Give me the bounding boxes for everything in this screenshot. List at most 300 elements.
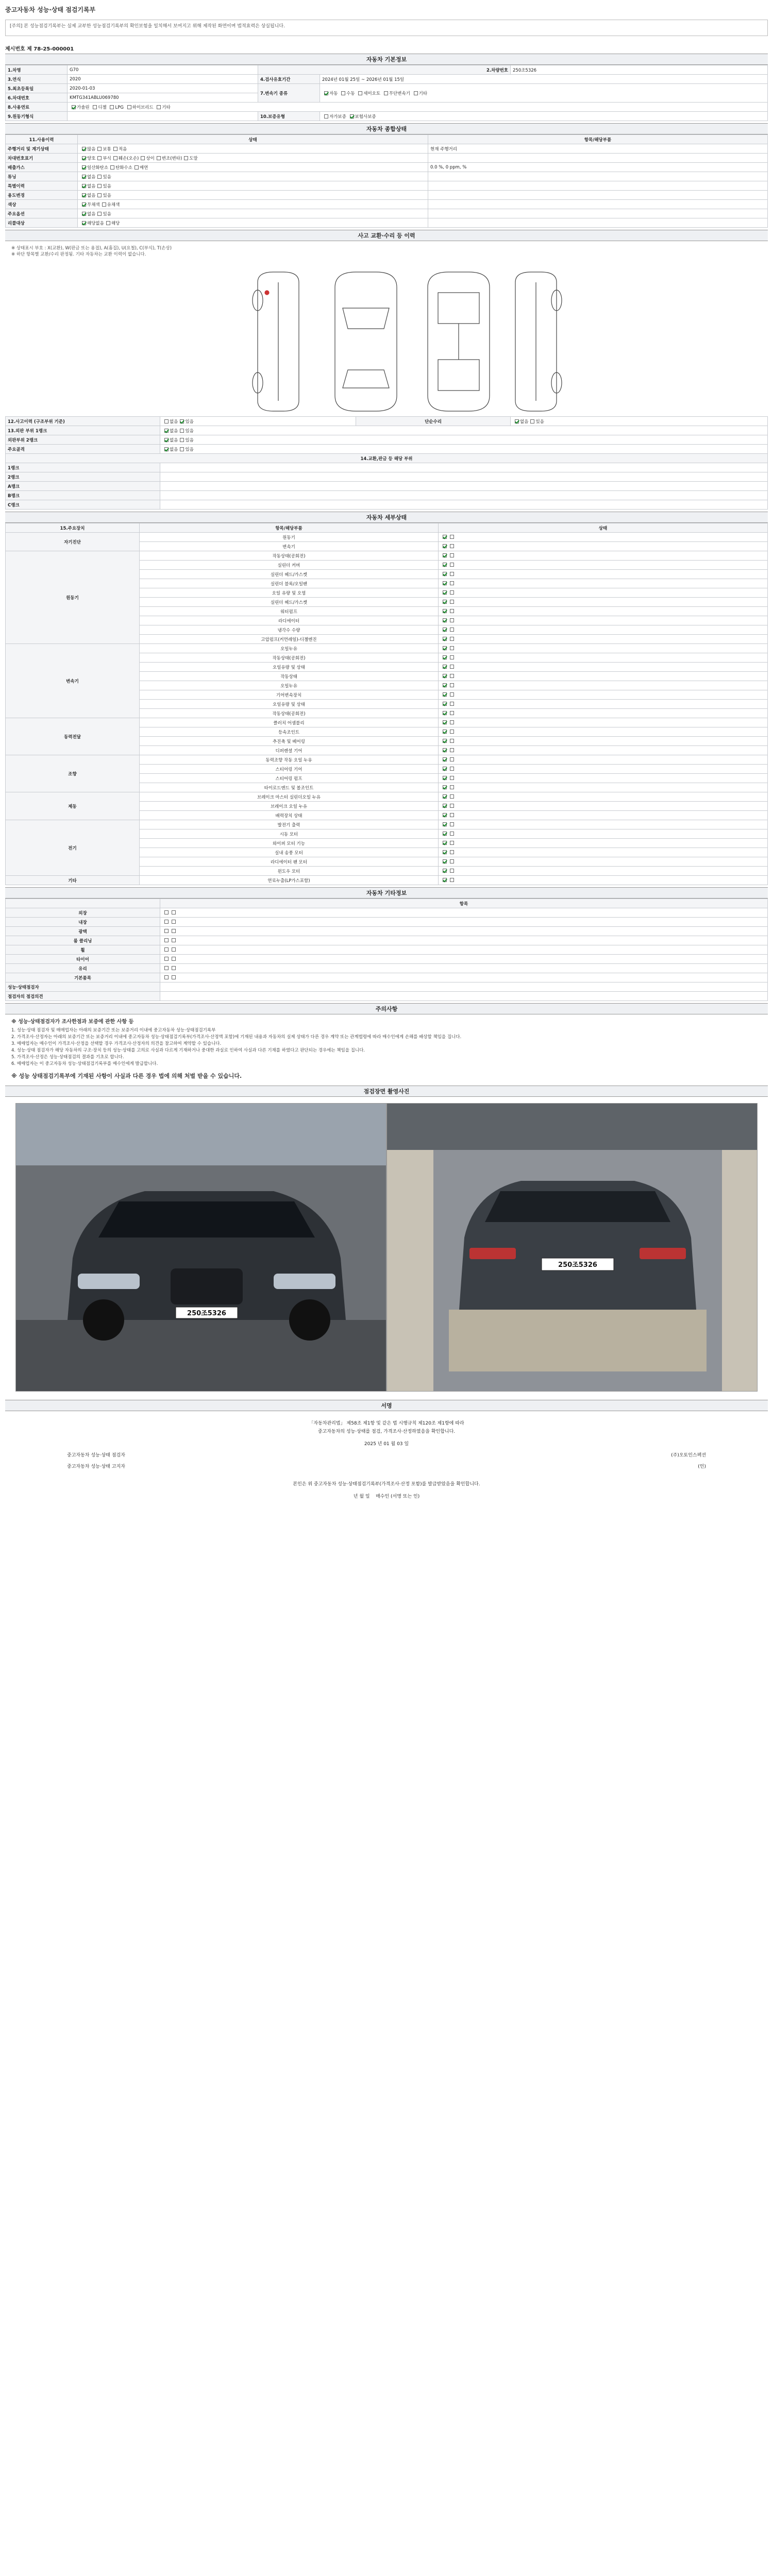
detail-item: 배력장치 상태 — [140, 811, 439, 820]
checkbox-icon — [450, 572, 454, 576]
others-row — [6, 955, 768, 964]
checkbox-icon — [164, 429, 169, 433]
others-status — [160, 927, 768, 936]
detail-status — [439, 774, 768, 783]
option-label: 양호 — [87, 156, 96, 161]
section-title-basic: 자동차 기본정보 — [5, 54, 768, 65]
checkbox-icon — [450, 711, 454, 715]
month-label: 월 — [359, 1494, 364, 1499]
checkbox-icon — [82, 165, 86, 170]
detail-status — [439, 588, 768, 598]
checkbox-icon — [358, 91, 362, 95]
checkbox-icon — [450, 655, 454, 659]
label-vin: 6.차대번호 — [6, 93, 68, 103]
option-label: 탄화수소 — [115, 165, 132, 171]
parts-rank: B랭크 — [6, 491, 160, 500]
checkbox-icon — [414, 91, 418, 95]
detail-item: 윈도우 모터 — [140, 867, 439, 876]
accident-options — [160, 435, 768, 445]
detail-status — [439, 635, 768, 644]
legend-line: ※ 하단 항목별 교환/수리 판정됨. 기타 자동차는 교환 이력이 없습니다. — [11, 252, 146, 257]
checkbox-icon — [443, 665, 447, 669]
detail-group: 제동 — [6, 792, 140, 820]
option-label: 있음 — [185, 428, 194, 434]
checkbox-icon — [172, 920, 176, 924]
detail-status — [439, 579, 768, 588]
detail-row — [6, 644, 768, 653]
label-plate: 2.차량번호 — [258, 65, 511, 75]
day-label: 일 — [365, 1494, 370, 1499]
car-rear-photo-image — [387, 1104, 758, 1392]
checkbox-icon — [172, 947, 176, 952]
front-photo — [15, 1103, 386, 1392]
general-options — [78, 209, 428, 218]
checkbox-icon — [82, 202, 86, 207]
option-label: 상이 — [146, 156, 155, 161]
checker-label: 중고자동차 성능·상태 점검자 — [67, 1453, 125, 1458]
caution-line: 4. 성능·상태 점검자가 해당 자동차의 구조·장치 등의 성능·상태를 고의로 사실과 다르게 기재하거나 중대한 과실로 인하여 사실과 다른 기재를 하였다고 판단되는 경우에는 책임을 집니다. — [11, 1048, 365, 1053]
checkbox-icon — [180, 429, 184, 433]
page-title: 중고자동차 성능·상태 점검기록부 — [5, 6, 96, 13]
checkbox-icon — [172, 957, 176, 961]
checkbox-icon — [97, 175, 102, 179]
option-label: 없음 — [87, 174, 96, 180]
basic-info-table — [5, 65, 768, 121]
detail-group: 기타 — [6, 876, 140, 885]
others-label: 유리 — [6, 964, 160, 973]
others-label: 광택 — [6, 927, 160, 936]
checkbox-icon — [443, 794, 447, 799]
detail-row — [6, 820, 768, 829]
checkbox-icon — [110, 165, 114, 170]
checkbox-icon — [172, 929, 176, 933]
general-row — [6, 144, 768, 154]
accident-legend — [5, 241, 768, 262]
checkbox-icon — [164, 910, 169, 914]
checkbox-icon — [443, 590, 447, 595]
checkbox-icon — [384, 91, 388, 95]
detail-status — [439, 727, 768, 737]
basic-row — [6, 84, 768, 93]
general-label: 리콜대상 — [6, 218, 78, 228]
label-fuel: 8.사용연료 — [6, 103, 68, 112]
buyer-label: 매수인 — [376, 1494, 390, 1499]
checkbox-icon — [450, 590, 454, 595]
caution-line: 3. 매매업자는 매수인이 가격조사·산정을 선택할 경우 가격조사·산정자의 의견을 참고하여 계약할 수 있습니다. — [11, 1041, 222, 1046]
accident-options — [160, 445, 768, 454]
checkbox-icon — [443, 850, 447, 854]
caution-footer: ※ 성능 상태점검기록부에 기재된 사항이 사실과 다른 경우 법에 의해 처벌 받을 수 있습니다. — [11, 1073, 242, 1079]
general-note — [428, 172, 768, 181]
year-label: 년 — [353, 1494, 358, 1499]
checkbox-icon — [164, 438, 169, 442]
others-status — [160, 908, 768, 918]
option-label: 있음 — [103, 183, 111, 189]
detail-item: 원동기 — [140, 533, 439, 542]
checkbox-icon — [450, 850, 454, 854]
header-cell: 항목/해당부품 — [140, 523, 439, 533]
detail-status — [439, 848, 768, 857]
checkbox-icon — [113, 156, 117, 160]
checkbox-icon — [450, 748, 454, 752]
checkbox-icon — [82, 212, 86, 216]
checkbox-icon — [450, 600, 454, 604]
checkbox-icon — [450, 646, 454, 650]
general-note: 현재 주행거리 — [428, 144, 768, 154]
checkbox-icon — [82, 184, 86, 188]
checkbox-icon — [443, 813, 447, 817]
general-label: 튜닝 — [6, 172, 78, 181]
detail-status — [439, 755, 768, 765]
label-warranty: 10.보증유형 — [258, 112, 320, 121]
detail-status — [439, 839, 768, 848]
checkbox-icon — [164, 957, 169, 961]
detail-status — [439, 542, 768, 551]
detail-item: 스티어링 펌프 — [140, 774, 439, 783]
header-cell — [6, 899, 160, 908]
detail-item: 등속조인트 — [140, 727, 439, 737]
accident-options — [160, 426, 768, 435]
checkbox-icon — [443, 581, 447, 585]
checkbox-icon — [164, 966, 169, 970]
detail-item: 실린더 헤드/가스켓 — [140, 598, 439, 607]
option-label: 보통 — [103, 146, 111, 152]
detail-group: 전기 — [6, 820, 140, 876]
detail-row — [6, 876, 768, 885]
others-row — [6, 964, 768, 973]
section-title-signature: 서명 — [5, 1400, 768, 1411]
checkbox-icon — [450, 822, 454, 826]
parts-rows — [6, 463, 768, 510]
checkbox-icon — [450, 609, 454, 613]
detail-row — [6, 755, 768, 765]
detail-group: 원동기 — [6, 551, 140, 644]
others-status — [160, 945, 768, 955]
checkbox-icon — [450, 618, 454, 622]
option-label: 기타 — [418, 91, 428, 96]
general-label: 주요옵션 — [6, 209, 78, 218]
detail-group: 동력전달 — [6, 718, 140, 755]
value-plate: 250조5326 — [511, 65, 768, 75]
option-label: 일산화탄소 — [87, 165, 109, 171]
others-label: 기본품목 — [6, 973, 160, 982]
option-label: 적음 — [118, 146, 127, 152]
checkbox-icon — [93, 105, 97, 109]
value-validity: 2024년 01월 25일 ~ 2026년 01월 15일 — [320, 75, 768, 84]
detail-status — [439, 802, 768, 811]
others-row — [6, 945, 768, 955]
checkbox-icon — [97, 156, 102, 160]
option-label: 하이브리드 — [132, 105, 154, 110]
checkbox-icon — [443, 683, 447, 687]
checkbox-icon — [164, 447, 169, 451]
label-transmission: 7.변속기 종류 — [258, 84, 320, 103]
section-title-photos: 점검장면 촬영사진 — [5, 1086, 768, 1097]
section-title-detail: 자동차 세부상태 — [5, 512, 768, 523]
detail-item: 클러치 어셈블리 — [140, 718, 439, 727]
others-status — [160, 973, 768, 982]
checkbox-icon — [157, 105, 161, 109]
dealer-value: (인) — [698, 1464, 706, 1469]
checkbox-icon — [172, 938, 176, 942]
value-vin: KMTG341ABLU069780 — [68, 93, 258, 103]
label-first-reg: 5.최초등록일 — [6, 84, 68, 93]
header-cell: 상태 — [78, 135, 428, 144]
checkbox-icon — [443, 572, 447, 576]
buyer-row — [5, 1493, 768, 1501]
detail-item: 변속기 — [140, 542, 439, 551]
general-rows — [6, 144, 768, 228]
detail-item: 작동상태(공회전) — [140, 709, 439, 718]
checkbox-icon — [443, 822, 447, 826]
caution-title: ※ 성능·상태점검자가 조사한점과 보증에 관한 사항 등 — [11, 1019, 134, 1025]
detail-item: 실린더 블록/오일팬 — [140, 579, 439, 588]
detail-item: 타이로드엔드 및 볼조인트 — [140, 783, 439, 792]
checkbox-icon — [443, 618, 447, 622]
state-value — [160, 982, 768, 992]
checkbox-icon — [450, 832, 454, 836]
detail-item: 브레이크 마스터 실린더오일 누유 — [140, 792, 439, 802]
checkbox-icon — [450, 683, 454, 687]
detail-item: 실린더 커버 — [140, 561, 439, 570]
general-row — [6, 154, 768, 163]
general-note — [428, 154, 768, 163]
parts-row — [6, 472, 768, 482]
detail-status — [439, 690, 768, 700]
detail-item: 오일 유량 및 오염 — [140, 588, 439, 598]
parts-row — [6, 482, 768, 491]
general-note — [428, 191, 768, 200]
caution-line: 1. 성능·상태 점검자 및 매매업자는 아래의 보증기간 또는 보증거리 이내에 중고자동차 성능·상태점검기록부 — [11, 1028, 216, 1033]
checkbox-icon — [450, 535, 454, 539]
option-label: 보험사보증 — [355, 114, 376, 120]
detail-item: 고압펌프(커먼레일)-디젤엔진 — [140, 635, 439, 644]
checkbox-icon — [443, 739, 447, 743]
checkbox-icon — [450, 692, 454, 697]
others-status — [160, 936, 768, 945]
others-label: 외장 — [6, 908, 160, 918]
checkbox-icon — [443, 609, 447, 613]
general-options — [78, 144, 428, 154]
general-options — [78, 181, 428, 191]
checkbox-icon — [127, 105, 131, 109]
detail-status — [439, 672, 768, 681]
car-front-photo-image — [16, 1104, 386, 1392]
checkbox-icon — [450, 581, 454, 585]
checkbox-icon — [443, 841, 447, 845]
plate-number-front: 250조5326 — [187, 1310, 226, 1317]
others-status — [160, 955, 768, 964]
others-row — [6, 918, 768, 927]
checkbox-icon — [106, 221, 110, 225]
signature-line: 「자동차관리법」 제58조 제1항 및 같은 법 시행규칙 제120조 제1항에 따라 — [309, 1421, 464, 1426]
parts-cell — [160, 482, 768, 491]
label-year: 3.연식 — [6, 75, 68, 84]
detail-item: 기어변속장치 — [140, 690, 439, 700]
option-label: 있음 — [103, 211, 111, 217]
option-label: 없음 — [87, 183, 96, 189]
section-title-caution: 주의사항 — [5, 1003, 768, 1014]
checkbox-icon — [180, 438, 184, 442]
checkbox-icon — [324, 91, 328, 95]
parts-row — [6, 463, 768, 472]
detail-item: 라디에이터 — [140, 616, 439, 625]
header-cell: 11.사용이력 — [6, 135, 78, 144]
caution-line: 6. 매매업자는 이 중고자동차 성능·상태점검기록부를 매수인에게 발급합니다. — [11, 1061, 158, 1066]
checkbox-icon — [72, 105, 76, 109]
detail-status — [439, 737, 768, 746]
checkbox-icon — [82, 221, 86, 225]
option-label: LPG — [115, 105, 124, 110]
option-label: 없음 — [170, 437, 178, 443]
detail-group: 변속기 — [6, 644, 140, 718]
transmission-options — [320, 84, 768, 103]
option-label: 없음 — [170, 419, 178, 425]
option-label: 무단변속기 — [389, 91, 410, 96]
checkbox-icon — [450, 628, 454, 632]
caution-line: 2. 가격조사·산정자는 아래의 보증기간 또는 보증거리 이내에 중고자동차 성능·상태점검기록부(가격조사·산정액 포함)에 기재된 내용과 자동차의 실제 상태가 다른 경우 계약 또는 관계법령에 따라 매수인에게 손해를 배상할 책임을 집니다. — [11, 1035, 462, 1040]
rear-photo — [386, 1103, 758, 1392]
signature-line: 중고자동차의 성능·상태를 점검, 가격조사·산정하였음을 확인합니다. — [317, 1429, 456, 1434]
caution-line: 5. 가격조사·산정은 성능·상태점검의 결과를 기초로 합니다. — [11, 1055, 124, 1060]
header-cell: 항목 — [160, 899, 768, 908]
checkbox-icon — [443, 720, 447, 724]
checkbox-icon — [172, 910, 176, 914]
checkbox-icon — [443, 535, 447, 539]
checkbox-icon — [443, 628, 447, 632]
checkbox-icon — [443, 655, 447, 659]
parts-cell — [160, 491, 768, 500]
checkbox-icon — [443, 804, 447, 808]
checkbox-icon — [443, 674, 447, 678]
option-label: 해당없음 — [87, 221, 104, 226]
checkbox-icon — [97, 184, 102, 188]
option-label: 도말 — [189, 156, 198, 161]
option-label: 없음 — [520, 419, 529, 425]
checkbox-icon — [443, 757, 447, 761]
detail-item: 오일누유 — [140, 681, 439, 690]
checkbox-icon — [443, 692, 447, 697]
option-label: 매연 — [139, 165, 148, 171]
value-car-name: G70 — [68, 65, 258, 75]
option-label: 훼손(오손) — [118, 156, 139, 161]
others-row — [6, 927, 768, 936]
basic-row — [6, 65, 768, 75]
signature-block — [5, 1411, 768, 1509]
state-label: 성능·상태점검자 — [6, 982, 160, 992]
detail-status — [439, 616, 768, 625]
detail-item: 오일유량 및 상태 — [140, 663, 439, 672]
caution-block — [5, 1014, 768, 1083]
detail-item: 라디에이터 팬 모터 — [140, 857, 439, 867]
general-options — [78, 200, 428, 209]
accident-label: 외판부위 2랭크 — [6, 435, 160, 445]
general-note: 0.0 %, 0 ppm, % — [428, 163, 768, 172]
checkbox-icon — [450, 757, 454, 761]
option-label: 없음 — [170, 447, 178, 452]
parts-row — [6, 500, 768, 510]
option-label: 없음 — [87, 211, 96, 217]
general-options — [78, 191, 428, 200]
checkbox-icon — [450, 563, 454, 567]
car-bottom-view-icon — [428, 272, 490, 411]
checkbox-icon — [97, 147, 102, 151]
detail-row — [6, 551, 768, 561]
general-label: 특별이력 — [6, 181, 78, 191]
cert-number-value: 78-25-000001 — [33, 46, 74, 52]
checkbox-icon — [164, 929, 169, 933]
car-top-view-icon — [335, 272, 397, 411]
checkbox-icon — [443, 748, 447, 752]
accident-label: 12.사고이력 (구조부위 기준) — [6, 417, 160, 426]
checkbox-icon — [530, 419, 534, 423]
checkbox-icon — [515, 419, 519, 423]
section-title-others: 자동차 기타정보 — [5, 887, 768, 899]
detail-item: 작동상태 — [140, 672, 439, 681]
option-label: 있음 — [103, 193, 111, 198]
others-status — [160, 918, 768, 927]
option-label: 없음 — [87, 193, 96, 198]
others-row — [6, 908, 768, 918]
opinion-label: 점검자의 점검의견 — [6, 992, 160, 1001]
checkbox-icon — [450, 674, 454, 678]
detail-status — [439, 783, 768, 792]
detail-status — [439, 598, 768, 607]
checkbox-icon — [443, 767, 447, 771]
parts-title: 14.교환,판금 등 해당 부위 — [6, 454, 768, 463]
detail-item: 워터펌프 — [140, 607, 439, 616]
general-label: 색상 — [6, 200, 78, 209]
checkbox-icon — [350, 114, 354, 118]
others-label: 휠 — [6, 945, 160, 955]
option-label: 디젤 — [98, 105, 107, 110]
legend-line: ※ 상태표시 부호 : X(교환), W(판금 또는 용접), A(흠집), U(요철), C(부식), T(손상) — [11, 246, 172, 251]
parts-row — [6, 491, 768, 500]
checkbox-icon — [135, 165, 139, 170]
checkbox-icon — [443, 730, 447, 734]
fuel-options — [68, 103, 768, 112]
checkbox-icon — [443, 646, 447, 650]
general-options — [78, 172, 428, 181]
checkbox-icon — [164, 938, 169, 942]
detail-item: 실린더 헤드/가스켓 — [140, 570, 439, 579]
detail-item: 와이퍼 모터 기능 — [140, 839, 439, 848]
checkbox-icon — [443, 563, 447, 567]
checkbox-icon — [164, 419, 169, 423]
general-options — [78, 163, 428, 172]
detail-item: 실내 송풍 모터 — [140, 848, 439, 857]
detail-item: 냉각수 수량 — [140, 625, 439, 635]
detail-group: 조향 — [6, 755, 140, 792]
checkbox-icon — [450, 869, 454, 873]
checkbox-icon — [443, 544, 447, 548]
others-row — [6, 973, 768, 982]
label-car-name: 1.차명 — [6, 65, 68, 75]
option-label: 해당 — [111, 221, 120, 226]
detail-item: 발전기 출력 — [140, 820, 439, 829]
dealer-row — [5, 1463, 768, 1471]
detail-item: 브레이크 오일 누유 — [140, 802, 439, 811]
option-label: 있음 — [103, 174, 111, 180]
checkbox-icon — [180, 419, 184, 423]
checkbox-icon — [324, 114, 328, 118]
others-label: 타이어 — [6, 955, 160, 964]
option-label: 있음 — [185, 419, 194, 425]
parts-rank: C랭크 — [6, 500, 160, 510]
checkbox-icon — [157, 156, 161, 160]
detail-status — [439, 811, 768, 820]
detail-status — [439, 792, 768, 802]
